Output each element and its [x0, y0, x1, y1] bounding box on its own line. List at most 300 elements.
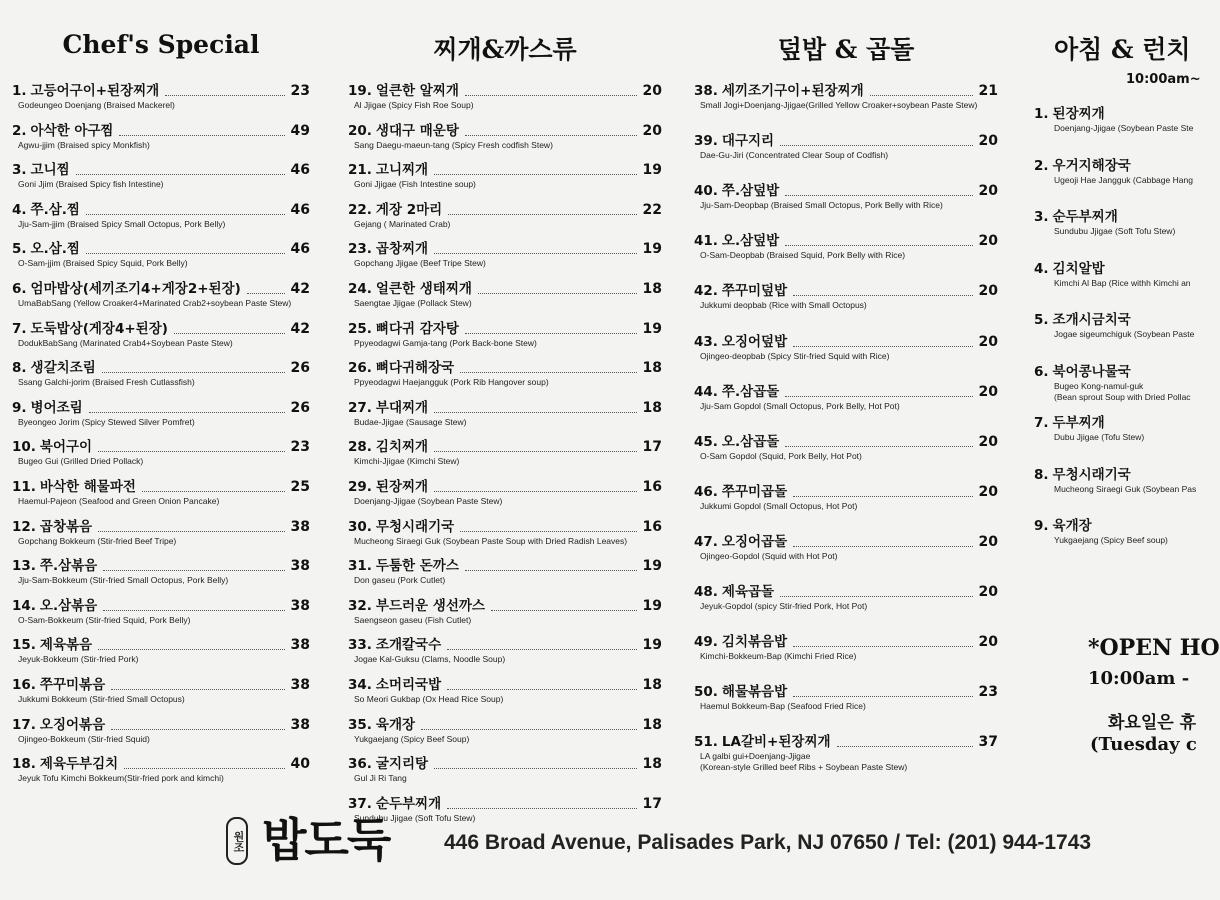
menu-item-number: 32. — [348, 598, 372, 614]
menu-item-korean-name: 도둑밥상(게장4+된장) — [30, 321, 168, 337]
menu-item-number: 45. — [694, 434, 718, 450]
menu-item-price: 46 — [290, 241, 310, 257]
menu-item-number: 34. — [348, 677, 372, 693]
dot-leader — [465, 134, 637, 136]
menu-item-row — [12, 716, 310, 734]
dot-leader — [247, 292, 285, 294]
dot-leader — [434, 252, 636, 254]
menu-item-price: 20 — [978, 634, 998, 650]
dot-leader — [86, 252, 285, 254]
menu-item-row — [12, 399, 310, 417]
dot-leader — [124, 767, 284, 769]
menu-item-korean-name: 조개칼국수 — [375, 637, 442, 653]
menu-item-price: 38 — [290, 598, 310, 614]
dot-leader — [103, 569, 284, 571]
menu-item — [12, 518, 310, 547]
menu-item-row — [694, 483, 998, 501]
menu-item-korean-name: 순두부찌개 — [375, 796, 442, 812]
menu-item-korean-name: 바삭한 해물파전 — [39, 479, 136, 495]
menu-item-english-description: Mucheong Siraegi Guk (Soybean Paste Soup with Dried Radish Leaves) — [354, 536, 628, 546]
menu-item-price: 20 — [978, 233, 998, 249]
menu-item — [12, 716, 310, 745]
menu-item-price: 38 — [290, 717, 310, 733]
menu-item-english-description: Bugeo Gui (Grilled Dried Pollack) — [18, 456, 144, 466]
menu-item-korean-name: 쭈꾸미볶음 — [39, 677, 106, 693]
menu-item-row — [1034, 517, 1204, 535]
menu-item-korean-name: 생갈치조림 — [30, 360, 96, 376]
column-title: Chef's Special — [62, 30, 260, 59]
open-hours-time: 10:00am - — [1088, 668, 1190, 689]
menu-item-row — [348, 122, 662, 140]
menu-item-row — [694, 82, 998, 100]
menu-item-row — [12, 636, 310, 654]
menu-item-number: 21. — [348, 162, 372, 178]
menu-item — [12, 320, 310, 349]
menu-item-korean-name: 쭈.삼곱돌 — [721, 384, 780, 400]
menu-item-row — [694, 132, 998, 150]
menu-item-price: 20 — [978, 283, 998, 299]
menu-item-number: 38. — [694, 83, 718, 99]
dot-leader — [793, 294, 972, 296]
menu-item-english-description: Jeyuk Tofu Kimchi Bokkeum(Stir-fried pork and kimchi) — [18, 773, 224, 783]
dot-leader — [434, 173, 636, 175]
menu-item-number: 25. — [348, 321, 372, 337]
dot-leader — [780, 144, 972, 146]
menu-item — [348, 636, 662, 665]
dot-leader — [119, 134, 284, 136]
dot-leader — [793, 495, 972, 497]
menu-item-row — [348, 359, 662, 377]
menu-item-number: 24. — [348, 281, 372, 297]
menu-item-number: 5. — [12, 241, 27, 257]
menu-item-number: 1. — [1034, 106, 1049, 122]
menu-item-row — [1034, 466, 1204, 484]
menu-item — [12, 122, 310, 151]
menu-item-price: 20 — [642, 83, 662, 99]
column-subtitle: 10:00am~ — [1126, 72, 1201, 87]
dot-leader — [98, 450, 284, 452]
column-title: 아침 & 런치 — [1054, 35, 1191, 64]
dot-leader — [434, 450, 636, 452]
menu-item — [348, 161, 662, 190]
menu-item-price: 16 — [642, 519, 662, 535]
menu-item-english-description: Byeongeo Jorim (Spicy Stewed Silver Pomfret) — [18, 417, 195, 427]
dot-leader — [98, 530, 284, 532]
menu-item — [12, 359, 310, 388]
menu-item-number: 29. — [348, 479, 372, 495]
menu-item-english-description: Jju-Sam-Deopbap (Braised Small Octopus, Pork Belly with Rice) — [700, 200, 943, 210]
dot-leader — [447, 807, 636, 809]
menu-item-number: 2. — [1034, 158, 1049, 174]
menu-item-number: 3. — [1034, 209, 1049, 225]
menu-item-number: 44. — [694, 384, 718, 400]
menu-item-english-description: Sundubu Jjigae (Soft Tofu Stew) — [354, 813, 476, 823]
menu-item-number: 14. — [12, 598, 36, 614]
menu-item-english-description: Doenjang-Jjigae (Soybean Paste Stew) — [354, 496, 503, 506]
menu-item-korean-name: 제육두부김치 — [39, 756, 119, 772]
menu-item-number: 22. — [348, 202, 372, 218]
menu-item-number: 19. — [348, 83, 372, 99]
menu-item — [348, 82, 662, 111]
menu-item — [694, 182, 998, 211]
menu-item-korean-name: 오징어덮밥 — [721, 334, 788, 350]
menu-item-row — [694, 333, 998, 351]
menu-item-row — [1034, 208, 1204, 226]
menu-item-price: 37 — [978, 734, 998, 750]
menu-item — [12, 597, 310, 626]
menu-item-english-description: Al Jjigae (Spicy Fish Roe Soup) — [354, 100, 474, 110]
menu-item — [12, 240, 310, 269]
menu-item-number: 30. — [348, 519, 372, 535]
menu-item — [1034, 466, 1204, 495]
menu-item — [12, 438, 310, 467]
menu-item-english-description: O-Sam-Deopbab (Braised Squid, Pork Belly with Rice) — [700, 250, 906, 260]
menu-item-price: 23 — [290, 83, 310, 99]
menu-item-number: 12. — [12, 519, 36, 535]
menu-item-row — [694, 282, 998, 300]
menu-item-number: 6. — [1034, 364, 1049, 380]
menu-item-row — [12, 82, 310, 100]
menu-item-number: 51. — [694, 734, 718, 750]
closed-day-english: (Tuesday c — [1090, 734, 1197, 755]
menu-item-price: 42 — [290, 281, 310, 297]
menu-item-row — [348, 755, 662, 773]
menu-item-korean-name: 굴지리탕 — [375, 756, 429, 772]
dot-leader — [793, 345, 972, 347]
menu-item-row — [348, 597, 662, 615]
menu-item-english-description: Ojingeo-Gopdol (Squid with Hot Pot) — [700, 551, 838, 561]
menu-item — [694, 433, 998, 462]
menu-item-korean-name: 오징어곱돌 — [721, 534, 788, 550]
menu-item-number: 17. — [12, 717, 36, 733]
menu-item-korean-name: 얼큰한 알찌개 — [375, 83, 459, 99]
dot-leader — [76, 173, 285, 175]
menu-item-english-description: Kimchi-Jjigae (Kimchi Stew) — [354, 456, 460, 466]
menu-item-korean-name: 오.삼곱돌 — [721, 434, 780, 450]
dot-leader — [465, 94, 637, 96]
menu-item — [12, 676, 310, 705]
column-title: 찌개&까스류 — [433, 35, 577, 64]
menu-item — [348, 795, 662, 824]
menu-item-price: 18 — [642, 281, 662, 297]
dot-leader — [447, 648, 636, 650]
menu-item-korean-name: 오.삼.찜 — [30, 241, 80, 257]
menu-item-korean-name: 뼈다귀해장국 — [375, 360, 455, 376]
menu-item-price: 20 — [978, 334, 998, 350]
menu-item-english-description: Haemul-Pajeon (Seafood and Green Onion Pancake) — [18, 496, 220, 506]
menu-item-korean-name: 곱창볶음 — [39, 519, 93, 535]
menu-item-korean-name: 오.삼덮밥 — [721, 233, 780, 249]
menu-item — [12, 280, 310, 309]
menu-item-number: 42. — [694, 283, 718, 299]
menu-item-price: 20 — [978, 183, 998, 199]
menu-item-row — [694, 733, 998, 751]
menu-item-price: 46 — [290, 162, 310, 178]
menu-item-korean-name: 된장찌개 — [1052, 106, 1105, 122]
menu-item-row — [694, 433, 998, 451]
menu-item-korean-name: 오.삼볶음 — [39, 598, 98, 614]
dot-leader — [478, 292, 637, 294]
menu-item-row — [12, 201, 310, 219]
dot-leader — [785, 194, 972, 196]
menu-item-number: 41. — [694, 233, 718, 249]
menu-item-korean-name: 아삭한 아구찜 — [30, 123, 114, 139]
menu-item-price: 38 — [290, 519, 310, 535]
menu-item-number: 1. — [12, 83, 27, 99]
menu-item-english-description: Jukkumi Gopdol (Small Octopus, Hot Pot) — [700, 501, 858, 511]
menu-item-korean-name: 고등어구이+된장찌개 — [30, 83, 160, 99]
dot-leader — [165, 94, 284, 96]
menu-item-row — [12, 557, 310, 575]
menu-item-korean-name: 병어조림 — [30, 400, 83, 416]
menu-item-row — [694, 683, 998, 701]
menu-item-row — [348, 557, 662, 575]
menu-item — [1034, 517, 1204, 546]
menu-item-number: 18. — [12, 756, 36, 772]
menu-item-english-description: LA galbi gui+Doenjang-Jjigae — [700, 751, 811, 761]
menu-item-number: 28. — [348, 439, 372, 455]
menu-item-korean-name: 북어콩나물국 — [1052, 364, 1131, 380]
menu-item-korean-name: 무청시래기국 — [1052, 467, 1131, 483]
menu-item-korean-name: 제육곱돌 — [721, 584, 775, 600]
menu-item-korean-name: 쭈.삼.찜 — [30, 202, 80, 218]
menu-item-row — [12, 438, 310, 456]
menu-item-english-description: Don gaseu (Pork Cutlet) — [354, 575, 446, 585]
menu-item-price: 20 — [978, 434, 998, 450]
menu-item — [1034, 260, 1204, 289]
menu-item-english-description: Jukkumi deopbab (Rice with Small Octopus) — [700, 300, 867, 310]
menu-item-row — [348, 201, 662, 219]
menu-item-english-description: Small Jogi+Doenjang-Jjigae(Grilled Yellow Croaker+soybean Paste Stew) — [700, 100, 978, 110]
menu-item-price: 40 — [290, 756, 310, 772]
menu-item-row — [1034, 260, 1204, 278]
menu-item — [12, 161, 310, 190]
menu-item — [694, 383, 998, 412]
menu-item — [12, 557, 310, 586]
dot-leader — [837, 745, 973, 747]
menu-item-korean-name: 두툼한 돈까스 — [375, 558, 459, 574]
menu-item-english-description: Saengtae Jjigae (Pollack Stew) — [354, 298, 472, 308]
dot-leader — [103, 609, 284, 611]
menu-item-number: 2. — [12, 123, 27, 139]
menu-item-price: 38 — [290, 677, 310, 693]
menu-item-english-description: Dae-Gu-Jiri (Concentrated Clear Soup of Codfish) — [700, 150, 889, 160]
menu-item — [348, 201, 662, 230]
menu-item-number: 13. — [12, 558, 36, 574]
menu-item-english-description: Goni Jjim (Braised Spicy fish Intestine) — [18, 179, 164, 189]
dot-leader — [460, 530, 636, 532]
menu-item — [348, 399, 662, 428]
dot-leader — [102, 371, 285, 373]
dot-leader — [491, 609, 637, 611]
menu-item-price: 18 — [642, 400, 662, 416]
menu-item — [348, 597, 662, 626]
menu-item-row — [348, 518, 662, 536]
menu-item — [694, 533, 998, 562]
menu-item-price: 26 — [290, 400, 310, 416]
menu-item-row — [348, 478, 662, 496]
menu-item — [694, 733, 998, 773]
menu-item-korean-name: 고니찌개 — [375, 162, 429, 178]
menu-item-korean-name: 쭈꾸미덮밥 — [721, 283, 788, 299]
menu-item-row — [12, 320, 310, 338]
menu-item-number: 50. — [694, 684, 718, 700]
menu-item-row — [12, 755, 310, 773]
menu-item-number: 35. — [348, 717, 372, 733]
menu-item-row — [348, 240, 662, 258]
dot-leader — [460, 371, 636, 373]
menu-item-row — [1034, 414, 1204, 432]
menu-item-price: 16 — [642, 479, 662, 495]
dot-leader — [793, 695, 972, 697]
dot-leader — [448, 213, 636, 215]
menu-item — [1034, 363, 1204, 403]
menu-item-english-description: Kimchi Al Bap (Rice withh Kimchi an — [1054, 278, 1191, 288]
menu-item-english-description: O-Sam-Bokkeum (Stir-fried Squid, Pork Belly) — [18, 615, 191, 625]
menu-item-english-description: Yukgaejang (Spicy Beef soup) — [1054, 535, 1168, 545]
menu-item-row — [348, 716, 662, 734]
menu-item-price: 20 — [978, 384, 998, 400]
menu-item-english-description: UmaBabSang (Yellow Croaker4+Marinated Crab2+soybean Paste Stew) — [18, 298, 292, 308]
menu-item — [694, 282, 998, 311]
menu-item-korean-name: LA갈비+된장찌개 — [721, 734, 831, 750]
menu-item-korean-name: 곱창찌개 — [375, 241, 429, 257]
menu-item-price: 19 — [642, 321, 662, 337]
menu-item-korean-name: 육개장 — [1052, 518, 1092, 534]
dot-leader — [434, 411, 636, 413]
menu-item-korean-name: 쭈.삼볶음 — [39, 558, 98, 574]
dot-leader — [465, 569, 637, 571]
menu-item-english-description: Sang Daegu-maeun-tang (Spicy Fresh codfish Stew) — [354, 140, 553, 150]
menu-item-row — [12, 518, 310, 536]
menu-item-korean-name: 두부찌개 — [1052, 415, 1105, 431]
menu-item-price: 19 — [642, 637, 662, 653]
menu-item-korean-name: 김치찌개 — [375, 439, 429, 455]
menu-item-number: 31. — [348, 558, 372, 574]
menu-item-row — [348, 636, 662, 654]
menu-item-korean-name: 생대구 매운탕 — [375, 123, 459, 139]
menu-item — [12, 755, 310, 784]
menu-item-number: 8. — [12, 360, 27, 376]
menu-item — [348, 320, 662, 349]
menu-item — [694, 132, 998, 161]
column-title: 덮밥 & 곱돌 — [777, 35, 915, 64]
menu-item-english-description: DodukBabSang (Marinated Crab4+Soybean Paste Stew) — [18, 338, 233, 348]
menu-item-korean-name: 북어구이 — [39, 439, 93, 455]
menu-item-korean-name: 조개시금치국 — [1052, 312, 1131, 328]
dot-leader — [870, 94, 973, 96]
open-hours-heading: *OPEN HO — [1088, 635, 1220, 661]
menu-item-english-description: Jeyuk-Gopdol (spicy Stir-fried Pork, Hot Pot) — [700, 601, 868, 611]
menu-item-english-description: Gul Ji Ri Tang — [354, 773, 407, 783]
menu-item-price: 18 — [642, 360, 662, 376]
menu-item-english-description: Ojingeo-deopbab (Spicy Stir-fried Squid with Rice) — [700, 351, 890, 361]
dot-leader — [785, 244, 972, 246]
menu-item-korean-name: 엄마밥상(세끼조기4+게장2+된장) — [30, 281, 241, 297]
menu-item-price: 19 — [642, 241, 662, 257]
menu-item-korean-name: 뼈다귀 감자탕 — [375, 321, 459, 337]
menu-item-number: 49. — [694, 634, 718, 650]
menu-item-number: 26. — [348, 360, 372, 376]
menu-item-number: 27. — [348, 400, 372, 416]
menu-item-korean-name: 부드러운 생선까스 — [375, 598, 485, 614]
menu-item-number: 8. — [1034, 467, 1049, 483]
menu-item — [348, 755, 662, 784]
restaurant-logo: 밥도둑 — [262, 813, 390, 867]
menu-item-row — [12, 676, 310, 694]
menu-item — [348, 359, 662, 388]
dot-leader — [86, 213, 285, 215]
menu-item-number: 15. — [12, 637, 36, 653]
menu-item-number: 40. — [694, 183, 718, 199]
menu-item-korean-name: 순두부찌개 — [1052, 209, 1118, 225]
dot-leader — [142, 490, 285, 492]
menu-item-price: 21 — [978, 83, 998, 99]
menu-item-number: 9. — [12, 400, 27, 416]
menu-item-row — [12, 359, 310, 377]
closed-day-korean: 화요일은 휴 — [1108, 713, 1197, 733]
menu-item-row — [694, 583, 998, 601]
menu-item-price: 20 — [978, 584, 998, 600]
menu-item-korean-name: 육개장 — [375, 717, 416, 733]
menu-item — [694, 633, 998, 662]
menu-item-english-description: Jju-Sam-jjim (Braised Spicy Small Octopus, Pork Belly) — [18, 219, 226, 229]
menu-item-number: 11. — [12, 479, 36, 495]
menu-item-korean-name: 우거지해장국 — [1052, 158, 1131, 174]
menu-item-number: 4. — [1034, 261, 1049, 277]
menu-item-row — [12, 240, 310, 258]
menu-item-price: 25 — [290, 479, 310, 495]
menu-item-price: 26 — [290, 360, 310, 376]
menu-item-english-description: Godeungeo Doenjang (Braised Mackerel) — [18, 100, 175, 110]
menu-item — [12, 399, 310, 428]
menu-item-korean-name: 오징어볶음 — [39, 717, 106, 733]
menu-item-number: 23. — [348, 241, 372, 257]
menu-item-english-description: Jogae sigeumchiguk (Soybean Paste — [1054, 329, 1195, 339]
dot-leader — [793, 645, 972, 647]
menu-item — [694, 583, 998, 612]
menu-item-row — [694, 533, 998, 551]
menu-item — [348, 676, 662, 705]
dot-leader — [465, 332, 637, 334]
menu-item-row — [1034, 157, 1204, 175]
menu-item-price: 18 — [642, 717, 662, 733]
menu-item — [1034, 311, 1204, 340]
menu-item-number: 46. — [694, 484, 718, 500]
dot-leader — [434, 767, 636, 769]
menu-item-row — [1034, 311, 1204, 329]
menu-item-row — [348, 161, 662, 179]
menu-item-english-description: Mucheong Siraegi Guk (Soybean Pas — [1054, 484, 1197, 494]
menu-item-price: 20 — [978, 133, 998, 149]
menu-item-english-description: Ugeoji Hae Jangguk (Cabbage Hang — [1054, 175, 1193, 185]
dot-leader — [434, 490, 636, 492]
menu-item-price: 20 — [642, 123, 662, 139]
menu-item — [694, 82, 998, 111]
dot-leader — [111, 728, 284, 730]
menu-item-row — [348, 795, 662, 813]
menu-item-english-description: Dubu Jjigae (Tofu Stew) — [1054, 432, 1145, 442]
menu-item-number: 3. — [12, 162, 27, 178]
menu-item-price: 23 — [978, 684, 998, 700]
menu-item-price: 17 — [642, 439, 662, 455]
menu-item-number: 48. — [694, 584, 718, 600]
menu-item-english-description: Ssang Galchi-jorim (Braised Fresh Cutlassfish) — [18, 377, 195, 387]
dot-leader — [785, 395, 972, 397]
menu-item-korean-name: 무청시래기국 — [375, 519, 455, 535]
menu-item-price: 18 — [642, 756, 662, 772]
dot-leader — [174, 332, 285, 334]
